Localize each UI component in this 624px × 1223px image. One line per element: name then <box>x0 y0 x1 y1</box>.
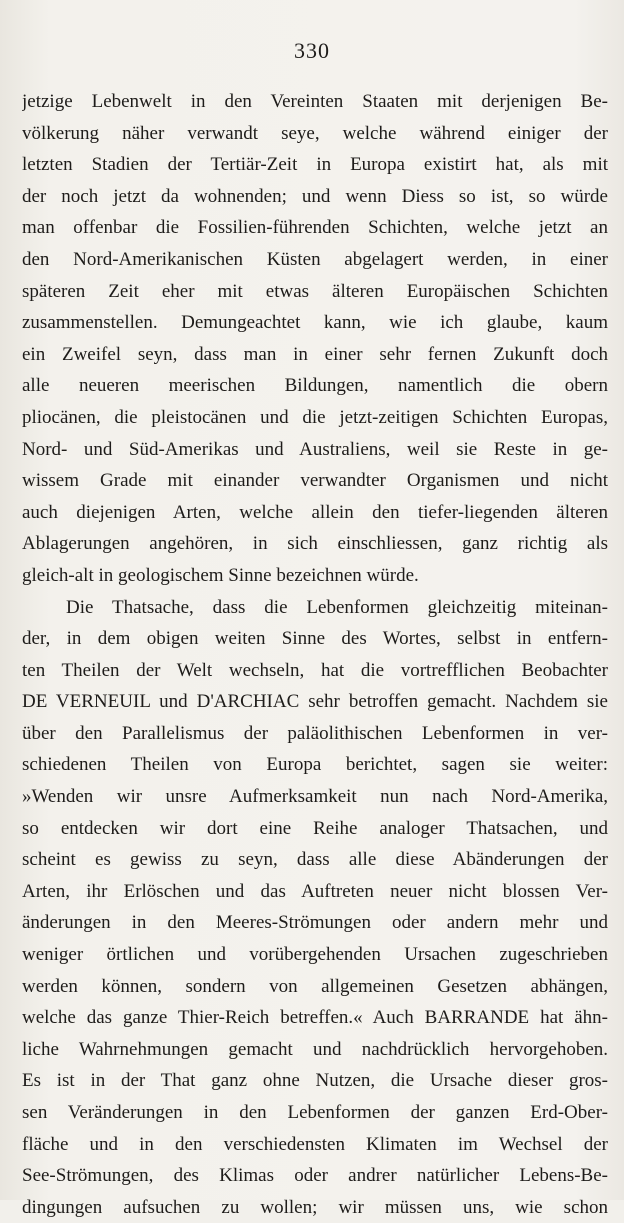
text-line: änderungen in den Meeres-Strömungen oder andern mehr und <box>22 912 608 934</box>
text-line: dingungen aufsuchen zu wollen; wir müssen uns, wie schon <box>22 1196 608 1218</box>
text-line: letzten Stadien der Tertiär-Zeit in Europa existirt hat, als mit <box>22 154 608 176</box>
text-line: DE VERNEUIL und D'ARCHIAC sehr betroffen gemacht. Nachdem sie <box>22 691 608 713</box>
text-line: den Nord-Amerikanischen Küsten abgelagert werden, in einer <box>22 248 608 270</box>
text-line: Nord- und Süd-Amerikas und Australiens, weil sie Reste in ge- <box>22 438 608 460</box>
text-line: Ablagerungen angehören, in sich einschliessen, ganz richtig als <box>22 533 608 555</box>
text-line: welche das ganze Thier-Reich betreffen.« Auch BARRANDE hat ähn- <box>22 1007 608 1029</box>
text-line: zusammenstellen. Demungeachtet kann, wie ich glaube, kaum <box>22 312 608 334</box>
body-text <box>22 86 608 1223</box>
text-line: scheint es gewiss zu seyn, dass alle diese Abänderungen der <box>22 849 608 871</box>
text-line: der noch jetzt da wohnenden; und wenn Diess so ist, so würde <box>22 185 608 207</box>
text-line: gleich-alt in geologischem Sinne bezeichnen würde. <box>22 564 419 586</box>
text-line: Arten, ihr Erlöschen und das Auftreten neuer nicht blossen Ver- <box>22 880 608 902</box>
text-line: völkerung näher verwandt seye, welche während einiger der <box>22 122 608 144</box>
text-line: »Wenden wir unsre Aufmerksamkeit nun nach Nord-Amerika, <box>22 786 608 808</box>
text-line: alle neueren meerischen Bildungen, namentlich die obern <box>22 375 608 397</box>
text-line: Es ist in der That ganz ohne Nutzen, die Ursache dieser gros- <box>22 1070 608 1092</box>
text-line: der, in dem obigen weiten Sinne des Wortes, selbst in entfern- <box>22 628 608 650</box>
text-line: so entdecken wir dort eine Reihe analoger Thatsachen, und <box>22 817 608 839</box>
text-line: See-Strömungen, des Klimas oder andrer natürlicher Lebens-Be- <box>22 1165 608 1187</box>
text-line: späteren Zeit eher mit etwas älteren Europäischen Schichten <box>22 280 608 302</box>
text-line: man offenbar die Fossilien-führenden Schichten, welche jetzt an <box>22 217 608 239</box>
text-line: auch diejenigen Arten, welche allein den tiefer-liegenden älteren <box>22 501 608 523</box>
text-line: pliocänen, die pleistocänen und die jetzt-zeitigen Schichten Europas, <box>22 406 608 428</box>
text-line: weniger örtlichen und vorübergehenden Ursachen zugeschrieben <box>22 944 608 966</box>
text-line: ten Theilen der Welt wechseln, hat die vortrefflichen Beobachter <box>22 659 608 681</box>
text-line: werden können, sondern von allgemeinen Gesetzen abhängen, <box>22 975 608 997</box>
text-line: sen Veränderungen in den Lebenformen der ganzen Erd-Ober- <box>22 1102 608 1123</box>
text-line: Die Thatsache, dass die Lebenformen gleichzeitig miteinan- <box>66 596 608 618</box>
text-line: jetzige Lebenwelt in den Vereinten Staaten mit derjenigen Be- <box>22 91 608 112</box>
text-line: fläche und in den verschiedensten Klimaten im Wechsel der <box>22 1133 608 1155</box>
text-line: schiedenen Theilen von Europa berichtet, sagen sie weiter: <box>22 754 608 776</box>
text-line: über den Parallelismus der paläolithischen Lebenformen in ver- <box>22 722 608 744</box>
text-line: liche Wahrnehmungen gemacht und nachdrücklich hervorgehoben. <box>22 1038 608 1060</box>
page-number: 330 <box>294 38 330 63</box>
text-line: wissem Grade mit einander verwandter Organismen und nicht <box>22 470 608 492</box>
text-line: ein Zweifel seyn, dass man in einer sehr fernen Zukunft doch <box>22 343 608 365</box>
